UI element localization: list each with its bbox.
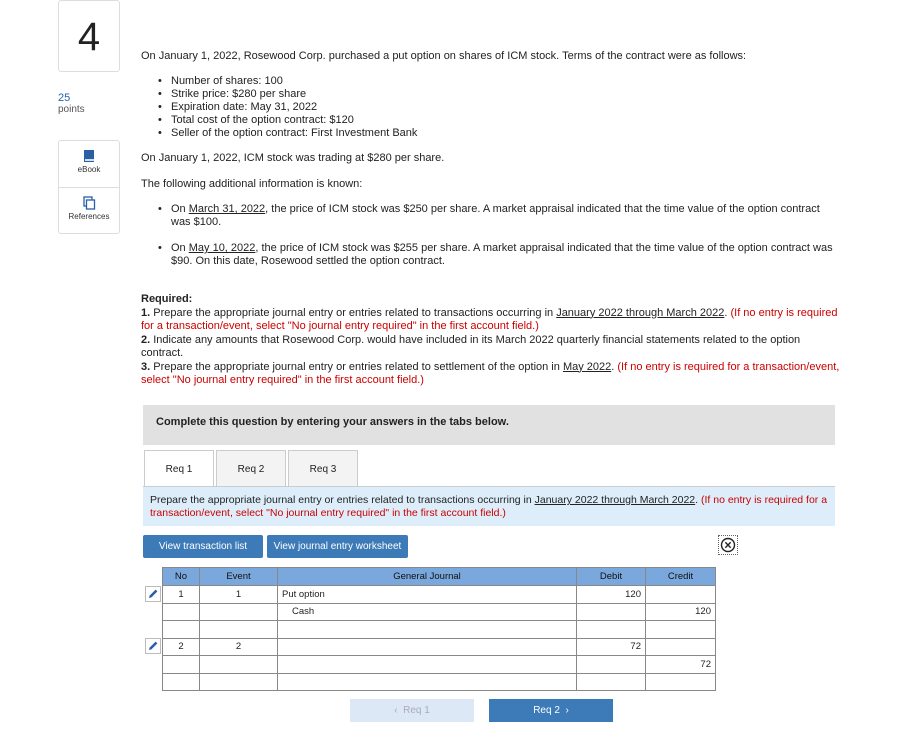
tab-instruction [143,486,835,526]
edit-entry-2-button[interactable] [145,638,161,654]
prev-req-button[interactable] [350,699,474,722]
row-credit [646,586,716,604]
row-event [200,656,278,674]
row-no: 1 [163,586,200,604]
row-debit: 72 [577,638,646,656]
points-label: points [58,104,85,115]
add1-pre: On [171,203,189,215]
required-1 [141,307,841,334]
row-debit [577,673,646,691]
book-icon [82,149,96,163]
required-3-note: (If no entry is required for a transaction/event, select "No journal entry required" in the first account field.) [141,360,840,386]
row-account [278,638,577,656]
row-event [200,673,278,691]
required-2-num: 2. [141,333,151,346]
row-no [163,673,200,691]
pencil-icon [146,639,160,653]
row-no [163,603,200,621]
tools-panel [58,140,120,234]
row-debit [577,656,646,674]
row-credit: 120 [646,603,716,621]
required-2-text: Indicate any amounts that Rosewood Corp. would have included in its March 2022 quarterly financial statements related to the option contract. [141,333,801,359]
row-credit [646,638,716,656]
complete-question-banner: Complete this question by entering your answers in the tabs below. [143,405,835,445]
references-button[interactable] [59,187,119,233]
row-event [200,603,278,621]
row-event [200,621,278,639]
required-1-num: 1. [141,306,151,319]
problem-intro: On January 1, 2022, Rosewood Corp. purchased a put option on shares of ICM stock. Terms of the contract were as follows: [141,50,747,62]
instruction-range: January 2022 through March 2022 [534,494,696,506]
table-row [163,673,716,691]
points-value: 25 [58,92,71,104]
term-item: • Number of shares: 100 [141,75,841,88]
journal-header-row [163,568,716,586]
required-3-post: . [611,360,615,373]
pencil-icon [146,587,160,601]
required-section [141,293,841,388]
ebook-label: eBook [77,165,101,174]
tab-req-3[interactable]: Req 3 [288,450,358,487]
instruction-pre: Prepare the appropriate journal entry or entries related to transactions occurring in [150,494,535,506]
tab-req-2[interactable]: Req 2 [216,450,286,487]
prev-req-label: Req 1 [403,705,430,716]
table-row [163,586,716,604]
col-event: Event [200,568,278,586]
clear-entries-button[interactable] [718,535,738,555]
view-journal-worksheet-button[interactable]: View journal entry worksheet [267,535,408,558]
row-event: 1 [200,586,278,604]
next-req-label: Req 2 [533,705,560,716]
problem-content [141,50,841,388]
chevron-right-icon: › [559,705,569,716]
points-display [58,92,85,116]
row-debit [577,621,646,639]
row-account [278,621,577,639]
term-item: • Seller of the option contract: First Investment Bank [141,127,841,140]
row-account: Cash [278,603,577,621]
next-req-button[interactable] [489,699,613,722]
term-item: • Total cost of the option contract: $120 [141,114,841,127]
term-item: • Expiration date: May 31, 2022 [141,101,841,114]
required-1-range: January 2022 through March 2022 [556,306,725,319]
row-no [163,621,200,639]
row-debit [577,603,646,621]
copy-icon [82,196,96,210]
required-3-num: 3. [141,360,151,373]
add2-post: , the price of ICM stock was $255 per share. A market appraisal indicated that the time value of the option contract was $90. On this date, Rosewood settled the option contract. [171,242,833,267]
required-3 [141,361,841,388]
view-transaction-list-button[interactable]: View transaction list [143,535,263,558]
additional-intro: The following additional information is known: [141,178,363,190]
additional-list [141,203,841,268]
required-1-pre: Prepare the appropriate journal entry or entries related to transactions occurring in [150,306,557,319]
col-no: No [163,568,200,586]
additional-item-2 [141,242,841,268]
row-no: 2 [163,638,200,656]
required-1-note: (If no entry is required for a transaction/event, select "No journal entry required" in the first account field.) [141,306,838,332]
row-account: Put option [278,586,577,604]
required-3-month: May 2022 [562,360,612,373]
add1-date: March 31, 2022 [188,203,266,215]
terms-list [141,75,841,140]
references-label: References [68,212,110,221]
instruction-note: (If no entry is required for a transaction/event, select "No journal entry required" in the first account field.) [150,494,828,519]
col-credit: Credit [646,568,716,586]
required-1-post: . [724,306,728,319]
row-account [278,656,577,674]
close-circle-icon [719,536,737,554]
add1-post: , the price of ICM stock was $250 per share. A market appraisal indicated that the time value of the option contract was $100. [171,203,820,228]
row-credit [646,673,716,691]
question-number: 4 [58,0,120,72]
col-debit: Debit [577,568,646,586]
tab-req-1[interactable]: Req 1 [144,450,214,488]
required-title: Required: [141,293,193,305]
journal-table [162,567,716,691]
required-3-pre: Prepare the appropriate journal entry or entries related to settlement of the option in [150,360,563,373]
table-row [163,656,716,674]
col-general-journal: General Journal [278,568,577,586]
row-credit [646,621,716,639]
required-2 [141,334,841,361]
trading-text: On January 1, 2022, ICM stock was trading at $280 per share. [141,152,445,164]
table-row [163,638,716,656]
row-credit: 72 [646,656,716,674]
add2-pre: On [171,242,189,254]
edit-entry-1-button[interactable] [145,586,161,602]
table-row [163,603,716,621]
row-debit: 120 [577,586,646,604]
term-item: • Strike price: $280 per share [141,88,841,101]
add2-date: May 10, 2022 [188,242,256,254]
row-account [278,673,577,691]
additional-item-1 [141,203,841,229]
instruction-post: . [695,494,699,506]
table-row [163,621,716,639]
chevron-left-icon: ‹ [394,705,404,716]
ebook-button[interactable] [59,141,119,187]
row-event: 2 [200,638,278,656]
row-no [163,656,200,674]
